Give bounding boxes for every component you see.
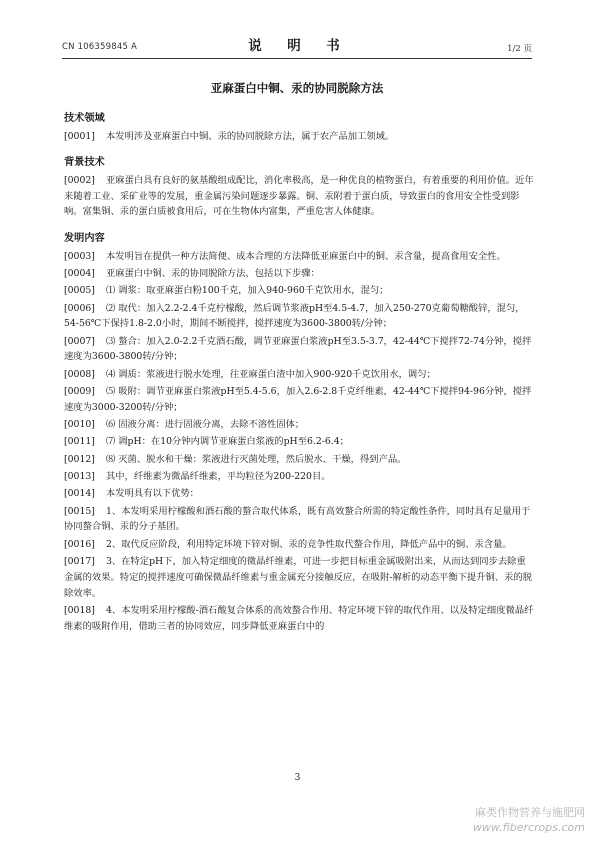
page-header (62, 34, 532, 56)
paragraph (64, 469, 534, 485)
section-heading-background: 背景技术 (64, 156, 105, 169)
paragraph-number: [0011] (64, 436, 95, 448)
watermark-site-name: 麻类作物营养与施肥网 (475, 806, 585, 819)
paragraph-text: ⑸ 吸附：调节亚麻蛋白浆液pH至5.4-5.6，加入2.6-2.8千克纤维素，42-44℃下搅拌94-96分钟，搅拌速度为3000-3200转/分钟； (64, 386, 532, 413)
paragraph-text: 4、本发明采用柠檬酸-酒石酸复合体系的高效螯合作用、特定环境下锌的取代作用、以及特定细度微晶纤维素的吸附作用，借助三者的协同效应，同步降低亚麻蛋白中的 (64, 604, 534, 632)
paragraph-text: 其中，纤维素为微晶纤维素，平均粒径为200-220目。 (106, 471, 331, 483)
paragraph-text: 本发明具有以下优势： (106, 488, 199, 500)
publication-number: CN 106359845 A (62, 42, 137, 52)
paragraph (64, 434, 534, 450)
document-body (64, 110, 534, 636)
paragraph (64, 129, 534, 145)
paragraph-text: 亚麻蛋白具有良好的氨基酸组成配比，消化率极高，是一种优良的植物蛋白，有着重要的利用价值。近年来随着工业、采矿业等的发展，重金属污染问题逐步暴露。铜、汞附着于蛋白质，导致蛋白的食用安全性受到影响。富集铜、汞的蛋白质被食用后，可在生物体内富集，严重危害人体健康。 (64, 174, 534, 218)
paragraph-number: [0006] (64, 302, 95, 314)
invention-title: 亚麻蛋白中铜、汞的协同脱除方法 (210, 81, 384, 95)
paragraph (64, 283, 534, 299)
paragraph-number: [0016] (64, 538, 95, 550)
paragraph-number: [0005] (64, 285, 95, 297)
paragraph (64, 334, 534, 366)
paragraph-text: 亚麻蛋白中铜、汞的协同脱除方法，包括以下步骤： (106, 267, 320, 279)
paragraph (64, 384, 534, 416)
paragraph (64, 301, 534, 333)
paragraph-number: [0003] (64, 250, 95, 262)
paragraph-text: ⑶ 螯合：加入2.0-2.2千克酒石酸，调节亚麻蛋白浆液pH至3.5-3.7，42-44℃下搅拌72-74分钟，搅拌速度为3600-3800转/分钟； (64, 335, 532, 363)
page-number: 3 (294, 773, 301, 783)
paragraph-text: 1、本发明采用柠檬酸和酒石酸的螯合取代体系，既有高效螯合所需的特定酸性条件，同时具有足量用于协同螯合铜、汞的分子基团。 (64, 505, 531, 533)
paragraph-number: [0015] (64, 505, 95, 517)
section-heading-tech-field: 技术领域 (64, 112, 105, 124)
paragraph-text: ⑻ 灭菌、脱水和干燥：浆液进行灭菌处理，然后脱水、干燥，得到产品。 (106, 453, 407, 465)
paragraph (64, 173, 534, 220)
paragraph-number: [0004] (64, 267, 95, 279)
paragraph-text: 本发明涉及亚麻蛋白中铜、汞的协同脱除方法，属于农产品加工领域。 (106, 130, 395, 142)
paragraph-number: [0017] (64, 556, 95, 568)
paragraph (64, 367, 534, 383)
paragraph (64, 603, 534, 635)
watermark-url: www.fibercrops.com (472, 821, 585, 834)
document-type-title: 说 明 书 (248, 38, 346, 54)
paragraph-number: [0002] (64, 174, 95, 186)
paragraph-text: ⑴ 调浆：取亚麻蛋白粉100千克，加入940-960千克饮用水，混匀； (106, 285, 389, 297)
paragraph-number: [0013] (64, 471, 95, 483)
paragraph (64, 417, 534, 433)
paragraph-number: [0018] (64, 604, 95, 616)
paragraph (64, 452, 534, 468)
paragraph (64, 537, 534, 553)
paragraph-number: [0012] (64, 453, 95, 465)
paragraph-number: [0007] (64, 335, 95, 347)
paragraph-number: [0010] (64, 419, 95, 431)
paragraph-text: ⑺ 调pH：在10分钟内调节亚麻蛋白浆液的pH至6.2-6.4； (106, 436, 349, 448)
paragraph-text: ⑵ 取代：加入2.2-2.4千克柠檬酸，然后调节浆液pH至4.5-4.7，加入250-270克葡萄糖酸锌，混匀，54-56℃下保持1.8-2.0小时，期间不断搅拌，搅拌速度为3600-3800转/分钟； (64, 302, 525, 330)
paragraph-text: 2、取代反应阶段，利用特定环境下锌对铜、汞的竞争性取代螯合作用，降低产品中的铜、汞含量。 (106, 538, 512, 550)
paragraph (64, 249, 534, 265)
paragraph (64, 486, 534, 502)
paragraph (64, 266, 534, 282)
paragraph-number: [0009] (64, 386, 95, 398)
paragraph-text: 本发明旨在提供一种方法简便、成本合理的方法降低亚麻蛋白中的铜、汞含量，提高食用安全性。 (106, 250, 506, 262)
section-heading-summary: 发明内容 (64, 232, 105, 245)
paragraph (64, 554, 534, 601)
paragraph-number: [0008] (64, 368, 95, 380)
paragraph-number: [0001] (64, 130, 95, 142)
header-divider (62, 58, 532, 59)
paragraph (64, 504, 534, 536)
paragraph-text: 3、在特定pH下，加入特定细度的微晶纤维素，可进一步把目标重金属吸附出来，从而达到同步去除重金属的效果。特定的搅拌速度可确保微晶纤维素与重金属充分接触反应，在吸附-解析的动态平衡下提升铜、汞的脱除效率。 (64, 556, 532, 599)
paragraph-text: ⑹ 固液分离：进行固液分离，去除不溶性固体； (106, 419, 305, 431)
paragraph-number: [0014] (64, 488, 95, 500)
paragraph-text: ⑷ 调质：浆液进行脱水处理，往亚麻蛋白渣中加入900-920千克饮用水，调匀； (106, 368, 436, 380)
page-count: 1/2 页 (507, 44, 532, 54)
